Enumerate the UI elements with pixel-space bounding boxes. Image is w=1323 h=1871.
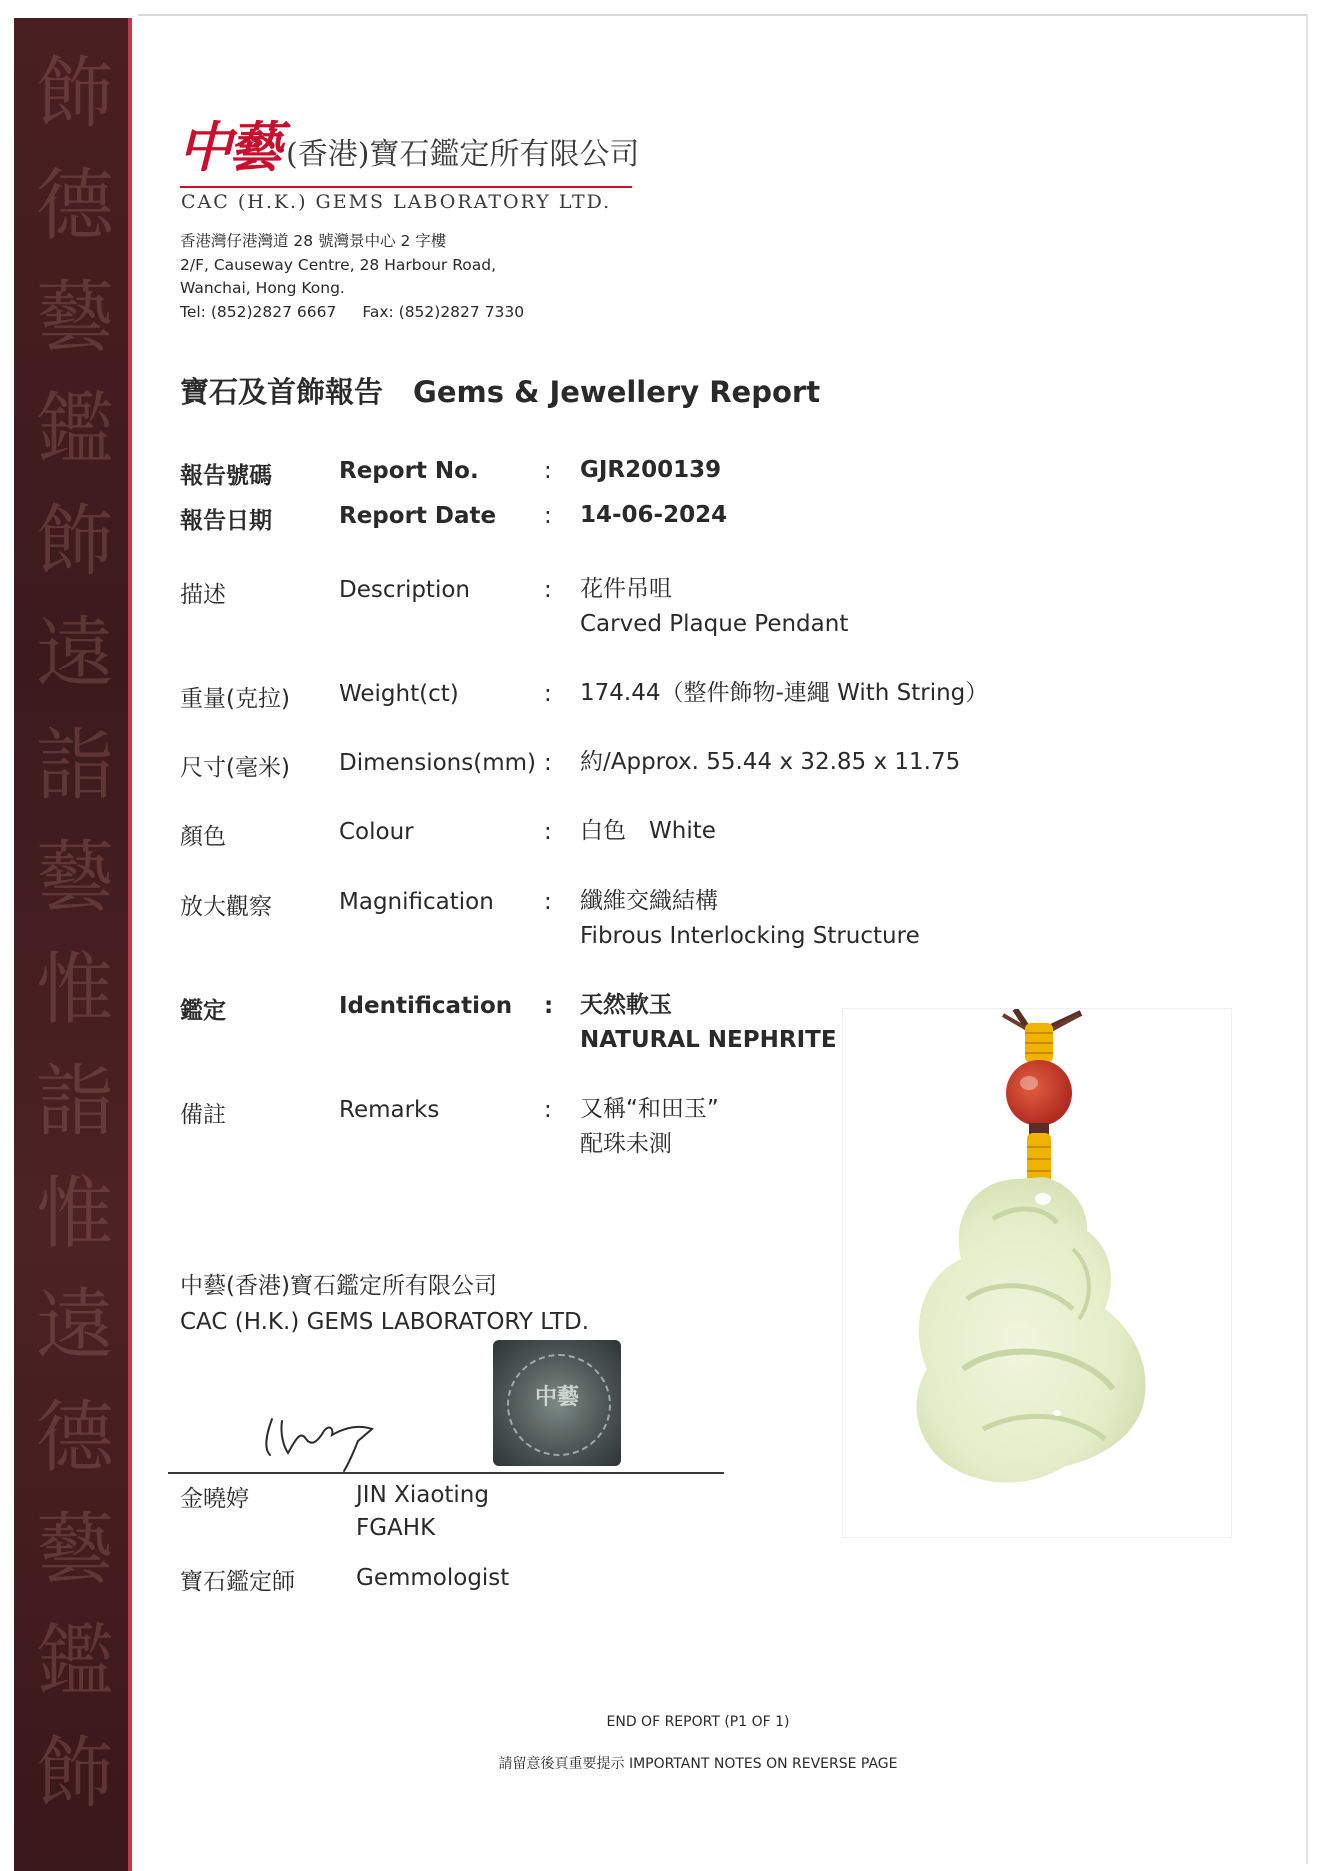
- field-label-en: Weight(ct): [339, 681, 459, 707]
- colour-value: 白色 White: [580, 818, 716, 844]
- company-name-en: CAC (H.K.) GEMS LABORATORY LTD.: [181, 191, 612, 213]
- company-logo: [178, 115, 640, 179]
- calligraphy-pattern: 飾德藝鑑飾遠詣藝惟詣惟遠德藝鑑飾: [35, 49, 114, 1819]
- field-label-en: Remarks: [339, 1097, 440, 1123]
- field-colon: :: [544, 993, 554, 1019]
- hologram-seal: [493, 1340, 621, 1466]
- dimensions-value: 約/Approx. 55.44 x 32.85 x 11.75: [580, 749, 961, 775]
- logo-divider: [180, 186, 632, 188]
- remarks-line-2: 配珠未測: [580, 1131, 672, 1157]
- magnification-cn: 纖維交織結構: [580, 888, 718, 914]
- field-label-en: Colour: [339, 819, 414, 845]
- field-label-cn: 顏色: [180, 824, 226, 850]
- description-cn: 花件吊咀: [580, 576, 672, 602]
- field-label-cn: 備註: [180, 1102, 226, 1128]
- fax: Fax: (852)2827 7330: [362, 302, 525, 321]
- field-label-en: Identification: [339, 993, 513, 1019]
- field-label-en: Report No.: [339, 458, 479, 484]
- field-label-en: Description: [339, 577, 470, 603]
- logo-mark: 中藝: [178, 115, 278, 179]
- important-notes: 請留意後頁重要提示 IMPORTANT NOTES ON REVERSE PAGE: [498, 1756, 898, 1772]
- field-colon: :: [544, 819, 552, 845]
- signatory-credential: FGAHK: [356, 1515, 436, 1541]
- address-line: 2/F, Causeway Centre, 28 Harbour Road,: [180, 255, 497, 274]
- signature-line: [168, 1472, 724, 1474]
- telephone: Tel: (852)2827 6667: [180, 302, 337, 321]
- signatory-name-cn: 金曉婷: [180, 1486, 249, 1512]
- signoff-company-en: CAC (H.K.) GEMS LABORATORY LTD.: [180, 1309, 590, 1335]
- report-title: [180, 370, 820, 411]
- field-label-cn: 報告日期: [180, 508, 272, 534]
- address-line: 香港灣仔港灣道 28 號灣景中心 2 字樓: [180, 232, 447, 250]
- magnification-en: Fibrous Interlocking Structure: [580, 923, 920, 949]
- field-label-cn: 鑑定: [180, 998, 226, 1024]
- field-label-en: Dimensions(mm): [339, 750, 536, 776]
- end-of-report: END OF REPORT (P1 OF 1): [606, 1714, 790, 1730]
- report-number: GJR200139: [580, 457, 722, 483]
- field-colon: :: [544, 458, 552, 484]
- seal-text: 中藝: [534, 1384, 579, 1410]
- report-date: 14-06-2024: [580, 502, 728, 528]
- field-colon: :: [544, 503, 552, 529]
- identification-en: NATURAL NEPHRITE: [580, 1027, 837, 1053]
- company-address: [180, 230, 524, 324]
- decorative-sidebar: [14, 18, 132, 1871]
- address-line: Wanchai, Hong Kong.: [180, 279, 345, 297]
- field-colon: :: [544, 750, 552, 776]
- field-label-cn: 報告號碼: [180, 463, 272, 489]
- signoff-company-cn: 中藝(香港)寶石鑑定所有限公司: [180, 1273, 497, 1299]
- field-colon: :: [544, 889, 552, 915]
- signatory-title-en: Gemmologist: [356, 1565, 510, 1591]
- field-label-cn: 放大觀察: [180, 894, 272, 920]
- contact-line: [180, 301, 524, 325]
- report-title-en: Gems & Jewellery Report: [413, 375, 821, 409]
- signoff-company: [180, 1268, 589, 1340]
- report-title-cn: 寶石及首飾報告: [180, 375, 384, 409]
- field-label-cn: 尺寸(毫米): [180, 755, 290, 781]
- field-colon: :: [544, 577, 552, 603]
- field-label-cn: 重量(克拉): [180, 686, 290, 712]
- product-photo: [842, 1008, 1232, 1538]
- field-label-en: Report Date: [339, 503, 497, 529]
- description-en: Carved Plaque Pendant: [580, 611, 849, 637]
- signatory-name-en: JIN Xiaoting: [356, 1482, 489, 1508]
- remarks-line-1: 又稱“和田玉”: [580, 1096, 719, 1122]
- company-name-cn: (香港)寶石鑑定所有限公司: [286, 137, 640, 172]
- sidebar-edge: [128, 18, 132, 1871]
- identification-cn: 天然軟玉: [580, 992, 672, 1018]
- jade-pendant-image: [843, 1009, 1231, 1537]
- signatory-title-cn: 寶石鑑定師: [180, 1569, 295, 1595]
- field-label-cn: 描述: [180, 582, 226, 608]
- signature-image: [258, 1405, 418, 1479]
- field-colon: :: [544, 1097, 552, 1123]
- field-label-en: Magnification: [339, 889, 494, 915]
- field-colon: :: [544, 681, 552, 707]
- weight-value: 174.44（整件飾物-連繩 With String）: [580, 680, 989, 706]
